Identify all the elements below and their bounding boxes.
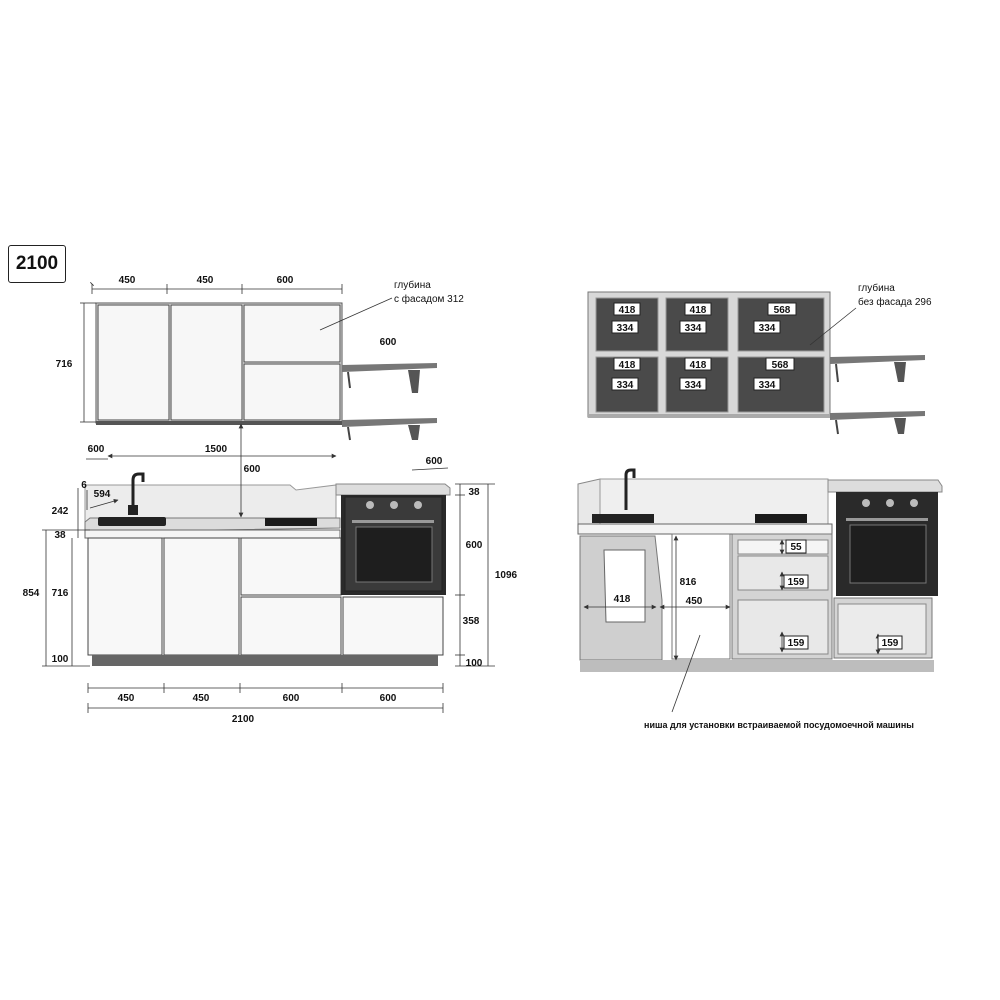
label-6: 6 (81, 480, 87, 491)
total-width: 2100 (231, 714, 255, 725)
wall-width-1: 450 (118, 275, 136, 286)
bottom-width-1: 450 (117, 693, 135, 704)
bottom-width-4: 600 (379, 693, 397, 704)
niche-height: 816 (679, 577, 697, 588)
oven-bottom: 358 (462, 616, 480, 627)
oven-column (336, 484, 450, 595)
shelf-gap-c: 159 (787, 638, 805, 649)
upper-cell-6-h: 334 (758, 380, 776, 391)
upper-cell-5-w: 418 (689, 360, 707, 371)
oven-plinth: 100 (465, 658, 483, 669)
plinth-height: 100 (51, 654, 69, 665)
upper-cell-2-w: 418 (689, 305, 707, 316)
shelf-width: 600 (379, 337, 397, 348)
upper-cell-3-h: 334 (758, 323, 776, 334)
right-depth-note-2: без фасада 296 (858, 297, 932, 308)
upper-cell-4-w: 418 (618, 360, 636, 371)
body-height: 716 (51, 588, 69, 599)
bottom-width-3: 600 (282, 693, 300, 704)
label-594: 594 (93, 489, 111, 500)
upper-cell-3-w: 568 (773, 305, 791, 316)
oven-total: 1096 (494, 570, 518, 581)
right-depth-note-1: глубина (858, 283, 895, 294)
wall-height: 716 (55, 359, 73, 370)
niche-note: ниша для установки встраиваемой посудомоечной машины (644, 720, 914, 730)
wall-width-2: 450 (196, 275, 214, 286)
label-242: 242 (51, 506, 69, 517)
sink-inner-width: 418 (613, 594, 631, 605)
bottom-width-2: 450 (192, 693, 210, 704)
wall-width-3: 600 (276, 275, 294, 286)
upper-cell-1-h: 334 (616, 323, 634, 334)
shelf-gap-d: 159 (881, 638, 899, 649)
open-shelves (342, 363, 437, 440)
upper-cell-6-w: 568 (771, 360, 789, 371)
shelf-gap-b: 159 (787, 577, 805, 588)
base-offset: 600 (87, 444, 105, 455)
size-title: 2100 (15, 253, 59, 274)
right-oven (828, 480, 942, 596)
depth-note-line-2: с фасадом 312 (394, 294, 464, 305)
oven-niche: 600 (465, 540, 483, 551)
right-carcass-view (578, 282, 942, 730)
upper-cell-1-w: 418 (618, 305, 636, 316)
depth-note-line-1: глубина (394, 280, 431, 291)
upper-cell-2-h: 334 (684, 323, 702, 334)
wall-cabinets (96, 303, 342, 425)
side-label: 600 (425, 456, 443, 467)
label-38: 38 (54, 530, 66, 541)
shelf-gap-a: 55 (790, 542, 802, 553)
upper-cell-4-h: 334 (616, 380, 634, 391)
niche-width: 450 (685, 596, 703, 607)
left-front-view (23, 275, 518, 725)
oven-top: 38 (468, 487, 480, 498)
backsplash-width: 1500 (204, 444, 228, 455)
gap-height: 600 (243, 464, 261, 475)
upper-cell-5-h: 334 (684, 380, 702, 391)
total-height: 854 (22, 588, 40, 599)
